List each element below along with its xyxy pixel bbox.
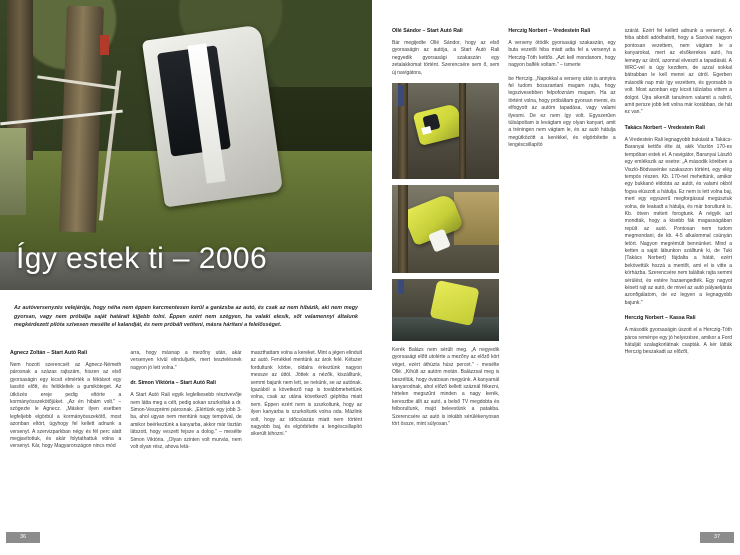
lead-paragraph: Az autóversenyzés velejárója, hogy néha nem éppen karcmentesen kerül a garázsba az autó, és csak az nem hibázik, aki nem megy gyorsan, vagy nem próbálja saját határait kijjebb tolni. Éppen ezért nem szégyen, ha valaki elesik, sőt valamennyi általunk megkérdezett pilóta szívesen mesélte el kalandját, és nem próbált vetíteni, másra hárítani a felelősséget.: [14, 305, 358, 329]
hero-marshal-person: [0, 128, 26, 215]
section-body-herczig-cont-2: szárát. Ezért fel kellett adnunk a versenyt. A hiba abból adódhatott, hogy a Saxóval nagyon pontosan vezettem, nem vágtam le a kanyarokat, mert az elsőkerekes autó, ha lemegy az útról, azonnal elveszti a tapadását. A WRC-vel is úgy kezdtem, de azzal sokkal bátrabban le kell menni az útról. Egerben második nap már így vezettem, és gyorsabb is volt. Most azonban egy kicsit túlzásba vittem a dolgot. Újra sikerült tanulnom valamit a raliról, amit persze jobb lett volna már korábban, de hát ez van.": [624, 28, 732, 116]
section-body-olle-caption: Kerék Balázs nem sérült meg. „A negyedik gyorsasági előtt utolérte a mezőny az előző kört véget, ezért áthúzta húsz percet." - mesélte Ollé. „Kihúlt az autóm motán. Balázzsal meg is beszéltük, hogy óvatosan megyünk. A kanyarnál kanyarodnak, ahol előző kellett száznál fékezni, hirtelen megszűnt minden a nagy kerék, keresztbe állt az autó, a belső TV megdobta és felborultunk, majd beleestünk a patakba. Szerencsére az autó is inkább sérülékenyosan tört össze, mint súlyosan.": [392, 347, 500, 428]
page-title: Így estek ti – 2006: [16, 242, 268, 275]
right-column-2: [508, 28, 615, 523]
section-body-olle: Bár megijedte Ollé Sándor, hogy az első gyorsaságin az autója, a Start Autó Rali negyedik gyorsasági szakaszán egy zetalakkomat történt. Szerencsére sem ő, sem új navigátora,: [392, 40, 500, 76]
page-number-right: 37: [700, 532, 734, 543]
left-column-3: [251, 350, 362, 523]
photo-tree-right: [459, 83, 467, 179]
section-body-herczig-vredestein-cont: be Herczig. „Napokkal a verseny után is annyira fel tudom bosszantani magam rajta, hogy legszivesebben felpofoznám magam. Ha az történt volna, hogy próbáltam gyorsan menni, és elfogyott az autóm tapadása, vagy valami ilyesmi. De ez nem így volt. Egyszerűen túlsápoltam is levágtam egy olyan kanyart, amit a tréningen nem vágtam le, és az autó hátulja megütközött a kerékkel, és elgörbítette a lengéscsillapító: [508, 75, 616, 149]
hero-photo-crashed-white-car: [0, 0, 372, 290]
section-heading-olle: Ollé Sándor – Start Autó Rali: [392, 28, 463, 34]
photo-yellow-car-tree-impact: [392, 185, 499, 273]
left-column-1: [10, 350, 121, 523]
right-column-1: [392, 28, 499, 523]
photo-yellow-car-ravine: [392, 83, 499, 179]
photo-embankment: [454, 192, 499, 245]
photo-tree-foreground: [398, 185, 408, 273]
section-body-simon: A Start Autó Rali egyik leglelkesebb résztvevője nem látta meg a célt, pedig sokan szurkoltak a dr. Simon-Veszprémi párosnak. „Elértünk egy jobb 3-ba, ahol ugyan nem mentünk nagy tempóval, de amikor beérkeztünk a kanyarba, akkor már tisztán látszott, hogy veszett fejsze a dolog." – mesélte Simon Viktória. „Olyan szinten volt murvás, nem volt olyan rész, ahova letá-: [130, 392, 242, 451]
right-page: [384, 0, 740, 555]
section-body-herczig-kassa: A második gyorsaságin úszott el a Herczig-Tóth páros reménye egy jó helyezésre, amikor a Ford hátulját szalagkorlátnak csapták. A kér látták Herczig beszakadt az előzőt,: [624, 327, 732, 356]
photo-water: [392, 317, 499, 341]
section-body-herczig-vredestein: A verseny ötödik gyorsasági szakaszán, egy buta vezetői hiba miatt adta fel a versenyt a Herczig-Tóth kettős. „Azt kell mondanom, hogy nagyon balfék voltam." – ismerte: [508, 40, 616, 69]
section-heading-takacs: Takács Norbert – Vredestein Rali: [624, 124, 706, 131]
right-page-columns: [392, 28, 732, 523]
photo-spectators: [398, 85, 403, 106]
left-page-columns: [10, 350, 362, 523]
right-column-3: [625, 28, 732, 523]
section-heading-herczig-kassa: Herczig Norbert – Kassa Rali: [624, 315, 696, 322]
section-body-takacs: A Vredestein Rali legnagyobb bukását a Takács-Baranyai kettős élte át, akik Viszlón 170-es tempóban estek el. A navigátor, Baranyai László egy emlékszik az esetre: „A második körében a Viszló-Bödvavénke szakaszon történt, egy elég tempós részen. Kb. 170-nel mehettünk, amikor egy bukkanó eldobta az autót, és valami okból fogva elúszott a hátulja. Ez nem is lett volna baj, mert egy egyszerű megforgással megúsztuk volna, de leakadt a hátulja, és már borultunk is. Kb. ötven métert forogtunk. A négyik azt mondták, hogy a kisebb fák magasságában repült az autó. Pontosan nem tudom megmondani, de kb. 4-5 alkalommal csúnyán letört. Nagyon megrémült bennünket. Mind a ketten a saját lábunkon szálltunk ki, de Tuki (Takács Norbert) fájdalta a hátát, ezért bekövettük hozzá a mentőt, ami el is vitte a kórházba. Szerencsére nem találtak rajta semmi sérülést, és estére hazaengedték. Egy nagyot késett rajt az autó, de mivel az autó pályaeljárás azonfigálatom, de ez legyen a legnagyobb bajunk.": [624, 136, 732, 306]
section-heading-simon: dr. Simon Viktória – Start Autó Rali: [130, 380, 216, 387]
hero-red-marker: [100, 35, 109, 55]
photo-bystander: [398, 280, 403, 294]
section-body-agnecz: Nem hozott szerencsét az Agnecz-Németh párosnak a százas rajtszám, hiszen az első gyorsaságin egy kicsit elmérték a féktávot egy lassító előtt, és felökleltek a gumiköteget. Az ütközés ereje pedig eltörte a kormányösszekötőjüket. „Az én hibám volt." – szögezte le Agnecz. „Máskor ilyen esetben legfeljebb elgörbül a kormányösszekötő, most azonban eltört, úgyhogy fel kellett adnunk a versenyt. A szervizparkban négy és fél perc alatt megjavítottuk, és akár folytathattuk volna a versenyt. Kár, hogy Magyarországon nincs mód: [10, 362, 122, 450]
section-body-agnecz-cont: arra, hogy másnap a mezőny után, akár versenyen kívül elinduljunk, mert tesztelésnek nagyon jó lett volna.": [130, 350, 242, 371]
section-heading-herczig-vredestein: Herczig Norbert – Vredestein Rali: [508, 28, 591, 34]
section-body-simon-cont: maszthattam volna a kereket. Mint a jégen elindult az autó. Fenékkel mentünk az árok felé. Kétszer fordultunk körbe, oldalra érkeztünk nagyon messze az úttól. Jöttek a nézők, kiszálltunk, semmi bajunk nem lett, se nekünk, se az autónak. Igazából a következő nap is továbbmehettünk volna, csak az utána következő géphiba miatt nem. Éppen ezért nem is szurkoltunk, hogy az ilyen kanyarba is szurkoltunk volna oda. Mázlink volt, hogy az időcsúszás miatt nem történt nagyobb baj, és elgörbítette a lengéscsillapító sikerült kihozni.": [250, 350, 362, 438]
photo-car-in-stream: [392, 279, 499, 341]
spread-gutter: [372, 0, 384, 555]
page-number-left: 36: [6, 532, 40, 543]
left-column-2: [130, 350, 241, 523]
section-heading-agnecz: Agnecz Zoltán – Start Autó Rali: [10, 350, 88, 356]
